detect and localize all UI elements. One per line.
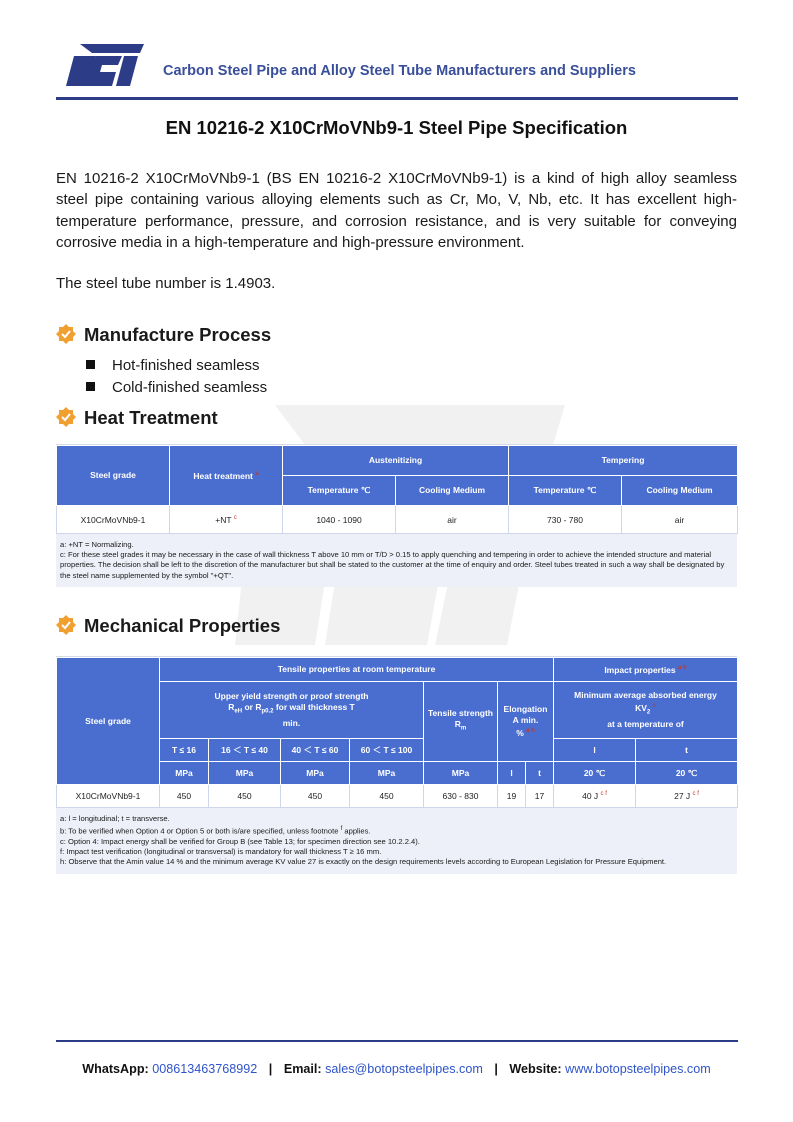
table-row: X10CrMoVNb9-1 450 450 450 450 630 - 830 19 17 40 J $^{c f}$ 27 J $^{c f}$: [57, 785, 738, 808]
col-temp-cooling: Cooling Medium: [622, 476, 738, 506]
group-impact: Impact properties $^{a b}$: [554, 658, 738, 682]
footer-divider: [56, 1040, 738, 1042]
list-item: Hot-finished seamless: [86, 357, 260, 374]
company-logo: [66, 40, 146, 90]
col-impact-l: l: [554, 739, 636, 762]
separator: |: [494, 1062, 498, 1076]
table-notes: a: l = longitudinal; t = transverse. b: To be verified when Option 4 or Option 5 or both is/are specified, unless footnote $^f$ applies. c: Option 4: Impact energy shall be verified for Group B (see Table 13; for specimen direction see 10.2.2.4). f: Impact test verification (longitudinal or transversal) is mandatory for wall thickness T ≥ 16 mm. h: Observe that the Amin value 14 % and the minimum average KV value 27 is exactly on the design requirements levels according to European Legislation for Pressure Equipment.: [60, 814, 667, 867]
heat-treatment-table: [56, 444, 737, 587]
footer-contact: [0, 1062, 793, 1076]
list-item: Cold-finished seamless: [86, 379, 267, 396]
table-row: X10CrMoVNb9-1 +NT $^c$ 1040 - 1090 air 730 - 780 air: [57, 506, 738, 534]
col-elong-t: t: [526, 762, 554, 785]
header-title: Carbon Steel Pipe and Alloy Steel Tube Manufacturers and Suppliers: [163, 63, 636, 79]
header-divider: [56, 97, 738, 100]
group-austenitizing: Austenitizing: [283, 446, 509, 476]
col-thickness-2: 16 ＜ T ≤ 40: [209, 739, 281, 762]
section-heading-manufacture: [56, 324, 271, 346]
col-thickness-4: 60 ＜ T ≤ 100: [350, 739, 424, 762]
col-elong-l: l: [498, 762, 526, 785]
col-aust-cooling: Cooling Medium: [396, 476, 509, 506]
separator: |: [268, 1062, 273, 1076]
col-tensile-strength: Tensile strength $R_m$: [424, 682, 498, 762]
section-heading-mechanical: [56, 615, 280, 637]
website-label: Website:: [509, 1062, 562, 1076]
unit-mpa: MPa: [424, 762, 498, 785]
impact-temp-t: 20 ℃: [636, 762, 738, 785]
badge-check-icon: [56, 407, 76, 427]
col-temp-temperature: Temperature ℃: [509, 476, 622, 506]
col-yield-strength: Upper yield strength or proof strength $R_{eH}$ or $R_{p0.2}$ for wall thickness T min.: [160, 682, 424, 739]
email-label: Email:: [283, 1062, 322, 1076]
col-elongation: Elongation A min. % $^{a h}$: [498, 682, 554, 762]
tube-number-paragraph: The steel tube number is 1.4903.: [56, 275, 276, 292]
whatsapp-link[interactable]: 008613463768992: [152, 1062, 258, 1076]
unit-mpa: MPa: [160, 762, 209, 785]
col-impact-t: t: [636, 739, 738, 762]
section-title: Manufacture Process: [84, 324, 272, 345]
col-aust-temperature: Temperature ℃: [283, 476, 396, 506]
col-heat-treatment: Heat treatment $^a$: [170, 446, 283, 506]
intro-paragraph: EN 10216-2 X10CrMoVNb9-1 (BS EN 10216-2 X10CrMoVNb9-1) is a kind of high alloy seamless steel pipe containing various alloying elements such as Cr, Mo, V, Nb, etc. It has excellent high-temperature performance, pressure, and corrosion resistance, and is very suitable for conveying corrosive media in a high-temperature and high-pressure environment.: [56, 170, 737, 251]
col-thickness-1: T ≤ 16: [160, 739, 209, 762]
badge-check-icon: [56, 324, 76, 344]
email-link[interactable]: sales@botopsteelpipes.com: [325, 1062, 483, 1076]
document-title: EN 10216-2 X10CrMoVNb9-1 Steel Pipe Specification: [165, 117, 628, 138]
section-title: Mechanical Properties: [84, 615, 281, 636]
group-tensile: Tensile properties at room temperature: [160, 658, 554, 682]
group-tempering: Tempering: [509, 446, 738, 476]
col-absorbed-energy: Minimum average absorbed energy $KV_2$ $^c$ at a temperature of: [554, 682, 738, 739]
impact-temp-l: 20 ℃: [554, 762, 636, 785]
whatsapp-label: WhatsApp:: [82, 1062, 149, 1076]
col-steel-grade: Steel grade: [57, 446, 170, 506]
unit-mpa: MPa: [350, 762, 424, 785]
website-link[interactable]: www.botopsteelpipes.com: [565, 1062, 711, 1076]
mechanical-properties-table: [56, 656, 737, 874]
section-title: Heat Treatment: [84, 407, 218, 428]
section-heading-heat-treatment: [56, 407, 218, 429]
bullet-square-icon: [86, 382, 95, 391]
bullet-square-icon: [86, 360, 95, 369]
col-steel-grade: Steel grade: [57, 658, 160, 785]
unit-mpa: MPa: [281, 762, 350, 785]
col-thickness-3: 40 ＜ T ≤ 60: [281, 739, 350, 762]
unit-mpa: MPa: [209, 762, 281, 785]
table-notes: a: +NT = Normalizing. c: For these steel grades it may be necessary in the case of wall thickness T above 10 mm or T/D > 0.15 to apply quenching and tempering in order to achieve the intended structure and material properties. The decision shall be left to the discretion of the manufacturer but shall be stated to the customer at the time of enquiry and order. Steel tubes treated in such a way shall be designated by the steel name supplemented by the symbol "+QT".: [60, 540, 725, 580]
badge-check-icon: [56, 615, 76, 635]
